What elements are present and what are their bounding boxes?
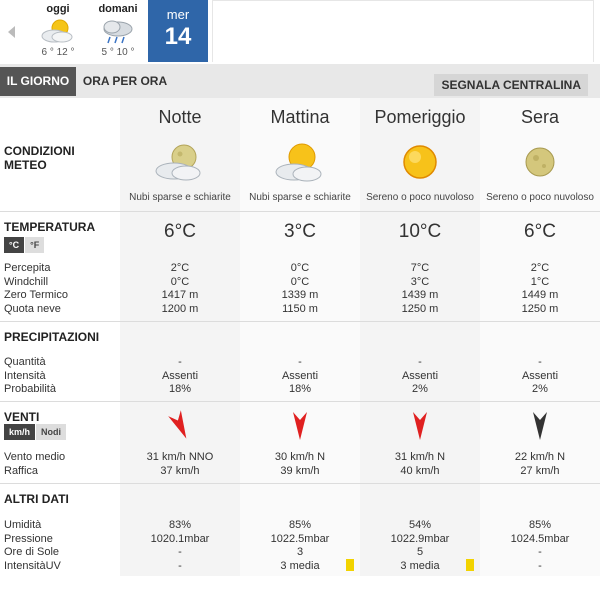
- uv-value: -: [538, 559, 542, 572]
- day-selector: [0, 0, 600, 66]
- umidita-value: 85%: [288, 519, 312, 531]
- label-probabilita: Probabilità: [4, 383, 56, 395]
- section-title-precipitazioni: PRECIPITAZIONI: [4, 330, 100, 344]
- day-name: domani: [98, 3, 138, 15]
- segnala-centralina-button[interactable]: SEGNALA CENTRALINA: [434, 74, 588, 96]
- quota-neve-value: 1200 m: [161, 302, 199, 315]
- label-zero-termico: Zero Termico: [4, 289, 68, 301]
- intensita-value: Assenti: [161, 369, 199, 382]
- quota-neve-value: 1150 m: [282, 302, 318, 315]
- condition-text: Nubi sparse e schiarite: [249, 192, 351, 203]
- wind-direction-arrow-icon: [530, 410, 550, 440]
- celsius-button[interactable]: °C: [4, 237, 24, 253]
- tab-ora-per-ora[interactable]: ORA PER ORA: [82, 74, 168, 88]
- uv-level-badge: [466, 559, 474, 571]
- label-intensita-uv: IntensitàUV: [4, 559, 61, 572]
- tabs-row: [0, 64, 600, 98]
- percepita-value: 2°C: [170, 262, 190, 274]
- period-name: Sera: [520, 107, 560, 127]
- vento-medio-value: 31 km/h NNO: [146, 451, 214, 463]
- temperature-labels: [4, 262, 68, 316]
- pressione-value: 1022.5mbar: [270, 532, 330, 545]
- wind-unit-toggle: [4, 424, 67, 440]
- section-title-temperatura: TEMPERATURA: [4, 220, 96, 234]
- section-title-condizioni: CONDIZIONI METEO: [4, 144, 75, 172]
- vento-medio-value: 30 km/h N: [274, 451, 326, 463]
- quota-neve-value: 1250 m: [521, 302, 559, 315]
- temperature-row: [0, 212, 600, 322]
- probabilita-value: 2%: [532, 383, 548, 395]
- other-data-labels: [4, 519, 61, 573]
- zero-termico-value: 1439 m: [401, 289, 439, 301]
- partly-cloudy-icon: [38, 17, 78, 45]
- intensita-value: Assenti: [281, 369, 319, 382]
- day-oggi[interactable]: [30, 0, 86, 64]
- wind-direction-arrow-icon: [290, 410, 310, 440]
- windchill-value: 0°C: [170, 275, 190, 288]
- windchill-value: 0°C: [290, 275, 310, 288]
- ore-sole-value: -: [178, 546, 182, 558]
- ore-sole-value: 3: [296, 546, 304, 558]
- ore-sole-value: 5: [416, 546, 424, 558]
- section-title-altri-dati: ALTRI DATI: [4, 492, 69, 506]
- umidita-value: 83%: [168, 519, 192, 531]
- period-name: Notte: [158, 107, 202, 127]
- quantita-value: -: [538, 356, 542, 368]
- other-data-row: [0, 484, 600, 576]
- quota-neve-value: 1250 m: [401, 302, 439, 315]
- moon-icon: [510, 139, 570, 187]
- condition-text: Sereno o poco nuvoloso: [486, 192, 594, 203]
- percepita-value: 0°C: [290, 262, 310, 274]
- label-quota-neve: Quota neve: [4, 302, 61, 315]
- label-vento-medio: Vento medio: [4, 451, 66, 463]
- label-pressione: Pressione: [4, 532, 53, 545]
- selected-day[interactable]: [148, 0, 208, 62]
- uv-value: 3 media: [400, 559, 440, 572]
- label-percepita: Percepita: [4, 262, 51, 274]
- label-intensita: Intensità: [4, 369, 46, 382]
- zero-termico-value: 1417 m: [161, 289, 199, 301]
- tab-il-giorno[interactable]: IL GIORNO: [0, 67, 76, 96]
- label-raffica: Raffica: [4, 464, 39, 477]
- uv-level-badge: [346, 559, 354, 571]
- temperature-value: 10°C: [398, 221, 442, 242]
- temperature-value: 6°C: [164, 221, 196, 242]
- wind-labels: [4, 451, 65, 478]
- day-domani[interactable]: [90, 0, 146, 64]
- pressione-value: 1022.9mbar: [390, 532, 450, 545]
- wind-row: [0, 402, 600, 484]
- precipitation-row: [0, 322, 600, 402]
- label-ore-sole: Ore di Sole: [4, 546, 60, 558]
- temperature-value: 3°C: [284, 221, 316, 242]
- prev-day-arrow-icon[interactable]: [5, 24, 19, 40]
- vento-medio-value: 22 km/h N: [514, 451, 566, 463]
- raffica-value: 37 km/h: [160, 464, 200, 477]
- conditions-row: [0, 98, 600, 212]
- zero-termico-value: 1449 m: [521, 289, 559, 301]
- section-title-venti: VENTI: [4, 410, 40, 424]
- windchill-value: 1°C: [530, 275, 550, 288]
- period-sera: [480, 98, 600, 211]
- probabilita-value: 18%: [168, 383, 192, 395]
- probabilita-value: 2%: [412, 383, 428, 395]
- raffica-value: 39 km/h: [280, 464, 320, 477]
- forecast-table: [0, 98, 600, 576]
- quantita-value: -: [298, 356, 302, 368]
- raffica-value: 40 km/h: [400, 464, 440, 477]
- percepita-value: 7°C: [410, 262, 430, 274]
- quantita-value: -: [418, 356, 422, 368]
- intensita-value: Assenti: [401, 369, 439, 382]
- vento-medio-value: 31 km/h N: [394, 451, 446, 463]
- period-mattina: [240, 98, 360, 211]
- selected-weekday: mer: [166, 7, 190, 22]
- day-name: oggi: [46, 3, 70, 15]
- day-temps: 6 ° 12 °: [41, 47, 75, 58]
- selected-day-number: 14: [164, 23, 192, 50]
- umidita-value: 54%: [408, 519, 432, 531]
- moon-cloud-icon: [150, 139, 210, 187]
- nodi-button[interactable]: Nodi: [36, 424, 66, 440]
- kmh-button[interactable]: km/h: [4, 424, 35, 440]
- label-windchill: Windchill: [4, 275, 49, 288]
- period-notte: [120, 98, 240, 211]
- probabilita-value: 18%: [288, 383, 312, 395]
- period-name: Pomeriggio: [374, 107, 466, 127]
- pressione-value: 1024.5mbar: [510, 532, 570, 545]
- period-pomeriggio: [360, 98, 480, 211]
- windchill-value: 3°C: [410, 275, 430, 288]
- day-strip-empty: [212, 0, 594, 62]
- raffica-value: 27 km/h: [520, 464, 560, 477]
- intensita-value: Assenti: [521, 369, 559, 382]
- temp-unit-toggle: [4, 237, 45, 253]
- rain-cloud-icon: [98, 17, 138, 45]
- day-temps: 5 ° 10 °: [101, 47, 135, 58]
- percepita-value: 2°C: [530, 262, 550, 274]
- precipitation-labels: [4, 356, 56, 397]
- pressione-value: 1020.1mbar: [150, 532, 210, 545]
- label-umidita: Umidità: [4, 519, 42, 531]
- uv-value: 3 media: [280, 559, 320, 572]
- condition-text: Nubi sparse e schiarite: [129, 192, 231, 203]
- ore-sole-value: -: [538, 546, 542, 558]
- wind-direction-arrow-icon: [165, 407, 196, 443]
- quantita-value: -: [178, 356, 182, 368]
- label-quantita: Quantità: [4, 356, 46, 368]
- condition-text: Sereno o poco nuvoloso: [366, 192, 474, 203]
- sun-cloud-icon: [270, 139, 330, 187]
- zero-termico-value: 1339 m: [281, 289, 319, 301]
- temperature-value: 6°C: [524, 221, 556, 242]
- uv-value: -: [178, 559, 182, 572]
- wind-direction-arrow-icon: [410, 410, 430, 440]
- umidita-value: 85%: [528, 519, 552, 531]
- fahrenheit-button[interactable]: °F: [25, 237, 44, 253]
- sun-icon: [390, 139, 450, 187]
- period-name: Mattina: [270, 107, 330, 127]
